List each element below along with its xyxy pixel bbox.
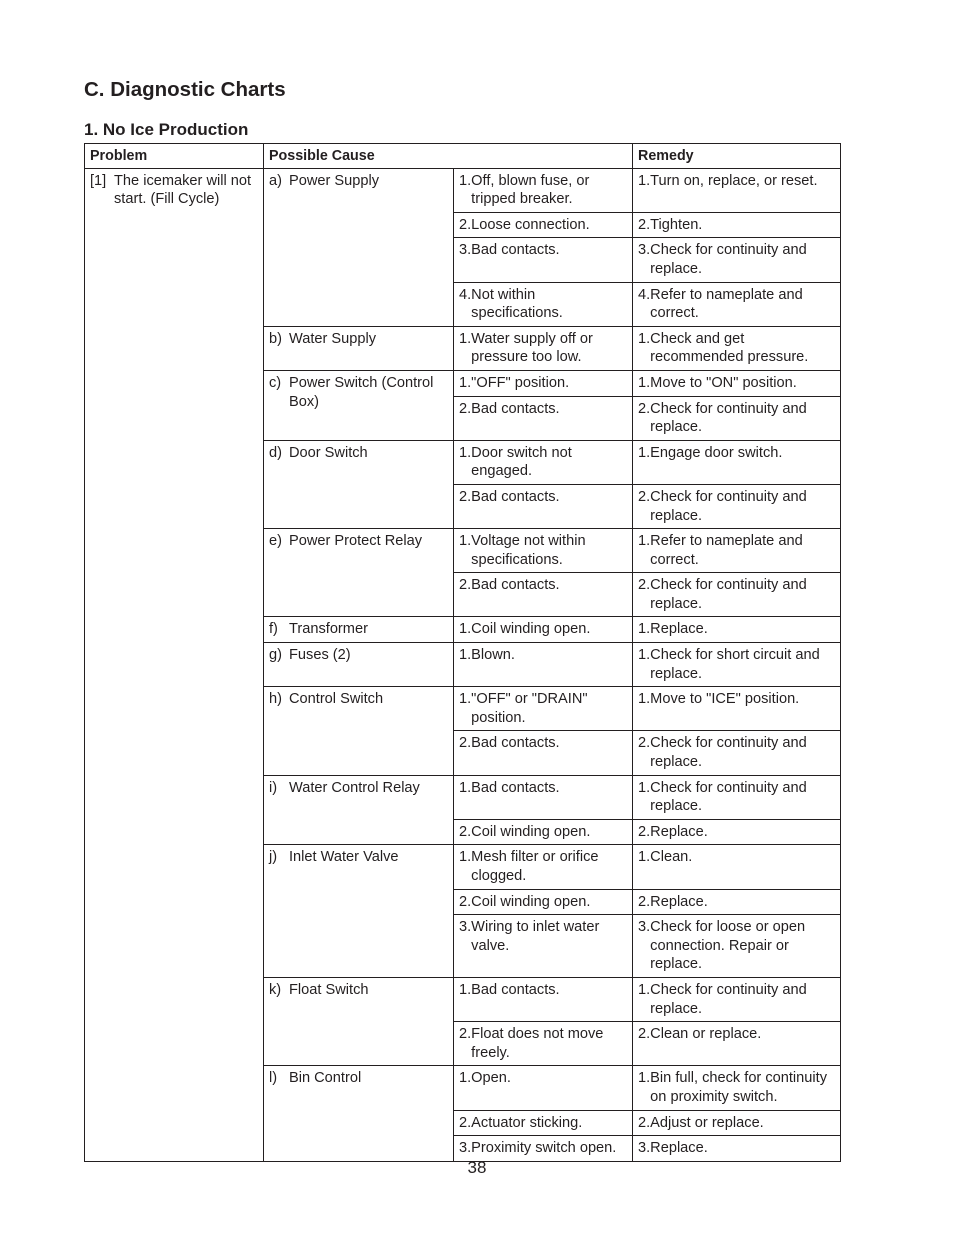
remedy-cell bbox=[633, 1110, 841, 1136]
sub-cause-text: Water supply off or pressure too low. bbox=[471, 330, 593, 366]
sub-cause-text: Voltage not within specifications. bbox=[471, 533, 586, 568]
sub-cause-text: Coil winding open. bbox=[471, 823, 591, 840]
sub-cause-number: 4. bbox=[459, 286, 472, 303]
remedy-text: Check for continuity and replace. bbox=[650, 400, 807, 436]
remedy-text: Check for loose or open connection. Repair or replace. bbox=[650, 919, 806, 973]
sub-cause-cell bbox=[454, 529, 633, 573]
sub-cause-number: 1. bbox=[459, 981, 472, 998]
sub-cause-cell bbox=[454, 484, 633, 528]
remedy-number: 1. bbox=[638, 1070, 651, 1087]
cause-cell bbox=[264, 643, 454, 687]
section-title: 1. No Ice Production bbox=[84, 120, 249, 139]
table-header-row bbox=[85, 144, 841, 169]
remedy-cell bbox=[633, 617, 841, 643]
remedy-cell bbox=[633, 1066, 841, 1110]
remedy-cell bbox=[633, 370, 841, 396]
cause-letter: l) bbox=[269, 1070, 278, 1087]
sub-cause-cell bbox=[454, 845, 633, 889]
sub-cause-number: 3. bbox=[459, 1140, 472, 1157]
remedy-text: Engage door switch. bbox=[650, 444, 783, 461]
sub-cause-cell bbox=[454, 396, 633, 440]
sub-cause-cell bbox=[454, 168, 633, 212]
remedy-number: 1. bbox=[638, 172, 651, 189]
sub-cause-number: 2. bbox=[459, 1114, 472, 1131]
cause-letter: g) bbox=[269, 647, 282, 664]
remedy-text: Clean. bbox=[650, 849, 693, 866]
cause bbox=[269, 646, 451, 665]
cause-letter: j) bbox=[269, 849, 278, 866]
sub-cause-number: 1. bbox=[459, 172, 472, 189]
sub-cause-number: 2. bbox=[459, 893, 472, 910]
sub-cause-number: 1. bbox=[459, 1070, 472, 1087]
sub-cause-cell bbox=[454, 687, 633, 731]
sub-cause-cell bbox=[454, 326, 633, 370]
sub-cause-text: "OFF" or "DRAIN" position. bbox=[471, 691, 588, 726]
remedy-number: 2. bbox=[638, 577, 651, 594]
remedy-text: Check and get recommended pressure. bbox=[650, 330, 809, 366]
cause-cell bbox=[264, 977, 454, 1065]
cause-name: Water Control Relay bbox=[289, 779, 420, 796]
table-body bbox=[85, 168, 841, 1161]
sub-cause-number: 3. bbox=[459, 919, 472, 936]
cause-name: Control Switch bbox=[289, 691, 384, 708]
sub-cause-text: Actuator sticking. bbox=[471, 1114, 583, 1131]
remedy-cell bbox=[633, 484, 841, 528]
problem bbox=[90, 172, 261, 209]
header-problem: Problem bbox=[85, 144, 264, 169]
cause-cell bbox=[264, 775, 454, 845]
sub-cause-cell bbox=[454, 370, 633, 396]
remedy-text: Tighten. bbox=[650, 216, 703, 233]
remedy-text: Clean or replace. bbox=[650, 1026, 762, 1043]
remedy-text: Turn on, replace, or reset. bbox=[650, 172, 818, 189]
remedy-cell bbox=[633, 168, 841, 212]
remedy-number: 2. bbox=[638, 1026, 651, 1043]
sub-cause-cell bbox=[454, 915, 633, 978]
remedy-cell bbox=[633, 687, 841, 731]
sub-cause-cell bbox=[454, 238, 633, 282]
sub-cause-text: Open. bbox=[471, 1070, 511, 1087]
cause-name: Bin Control bbox=[289, 1070, 362, 1087]
sub-cause-number: 1. bbox=[459, 691, 472, 708]
header-possible-cause: Possible Cause bbox=[264, 144, 633, 169]
cause-name: Transformer bbox=[289, 621, 368, 638]
remedy-cell bbox=[633, 326, 841, 370]
remedy-text: Refer to nameplate and correct. bbox=[650, 286, 803, 322]
remedy-number: 1. bbox=[638, 779, 651, 796]
cause-letter: a) bbox=[269, 172, 282, 189]
cause-cell bbox=[264, 440, 454, 528]
sub-cause-text: Bad contacts. bbox=[471, 400, 560, 417]
sub-cause-number: 1. bbox=[459, 330, 472, 347]
remedy-text: Replace. bbox=[650, 823, 708, 840]
remedy-number: 1. bbox=[638, 374, 651, 391]
remedy-text: Bin full, check for continuity on proximity switch. bbox=[650, 1070, 827, 1105]
sub-cause-cell bbox=[454, 617, 633, 643]
remedy-number: 2. bbox=[638, 400, 651, 417]
sub-cause-text: Wiring to inlet water valve. bbox=[471, 919, 600, 954]
cause-letter: e) bbox=[269, 533, 282, 550]
remedy-number: 4. bbox=[638, 286, 651, 303]
cause bbox=[269, 532, 451, 551]
cause bbox=[269, 172, 451, 191]
sub-cause-cell bbox=[454, 643, 633, 687]
remedy-cell bbox=[633, 775, 841, 819]
cause bbox=[269, 620, 451, 639]
cause-name: Water Supply bbox=[289, 330, 377, 347]
sub-cause-text: Door switch not engaged. bbox=[471, 444, 572, 480]
remedy-number: 1. bbox=[638, 533, 651, 550]
sub-cause-text: Bad contacts. bbox=[471, 488, 560, 505]
remedy-cell bbox=[633, 845, 841, 889]
cause-cell bbox=[264, 529, 454, 617]
remedy-cell bbox=[633, 212, 841, 238]
remedy-text: Check for continuity and replace. bbox=[650, 735, 807, 771]
cause-letter: b) bbox=[269, 330, 282, 347]
sub-cause-text: Bad contacts. bbox=[471, 735, 560, 752]
sub-cause-cell bbox=[454, 1022, 633, 1066]
cause-letter: c) bbox=[269, 374, 282, 391]
remedy-cell bbox=[633, 440, 841, 484]
cause-letter: k) bbox=[269, 981, 282, 998]
sub-cause-text: Coil winding open. bbox=[471, 621, 591, 638]
sub-cause-text: Off, blown fuse, or tripped breaker. bbox=[471, 172, 590, 208]
remedy-text: Move to "ICE" position. bbox=[650, 691, 800, 708]
remedy-cell bbox=[633, 889, 841, 915]
cause-cell bbox=[264, 845, 454, 978]
cause-letter: d) bbox=[269, 444, 282, 461]
remedy-cell bbox=[633, 529, 841, 573]
remedy-cell bbox=[633, 1022, 841, 1066]
problem-text: The icemaker will not start. (Fill Cycle) bbox=[114, 172, 252, 208]
cause-cell bbox=[264, 168, 454, 326]
cause-name: Fuses (2) bbox=[289, 647, 351, 664]
sub-cause-cell bbox=[454, 1110, 633, 1136]
remedy-cell bbox=[633, 396, 841, 440]
remedy-number: 2. bbox=[638, 488, 651, 505]
cause bbox=[269, 1069, 451, 1088]
cause bbox=[269, 374, 451, 411]
cause-name: Float Switch bbox=[289, 981, 369, 998]
remedy-cell bbox=[633, 643, 841, 687]
sub-cause-number: 1. bbox=[459, 621, 472, 638]
remedy-number: 1. bbox=[638, 444, 651, 461]
sub-cause-number: 2. bbox=[459, 400, 472, 417]
remedy-number: 3. bbox=[638, 242, 651, 259]
cause-cell bbox=[264, 370, 454, 440]
remedy-number: 1. bbox=[638, 330, 651, 347]
cause-cell bbox=[264, 1066, 454, 1161]
cause-cell bbox=[264, 326, 454, 370]
remedy-number: 1. bbox=[638, 621, 651, 638]
remedy-number: 3. bbox=[638, 919, 651, 936]
cause-name: Door Switch bbox=[289, 444, 368, 461]
remedy-number: 3. bbox=[638, 1140, 651, 1157]
remedy-number: 2. bbox=[638, 823, 651, 840]
remedy-text: Check for short circuit and replace. bbox=[650, 647, 820, 682]
cause-letter: f) bbox=[269, 621, 278, 638]
remedy-text: Check for continuity and replace. bbox=[650, 242, 807, 277]
sub-cause-text: "OFF" position. bbox=[471, 374, 570, 391]
remedy-cell bbox=[633, 573, 841, 617]
problem-cell bbox=[85, 168, 264, 1161]
remedy-number: 1. bbox=[638, 981, 651, 998]
page-title: C. Diagnostic Charts bbox=[84, 78, 286, 101]
cause-letter: i) bbox=[269, 779, 278, 796]
cause bbox=[269, 779, 451, 798]
sub-cause-text: Bad contacts. bbox=[471, 981, 560, 998]
remedy-number: 1. bbox=[638, 849, 651, 866]
sub-cause-cell bbox=[454, 282, 633, 326]
remedy-text: Refer to nameplate and correct. bbox=[650, 533, 803, 568]
sub-cause-number: 1. bbox=[459, 849, 472, 866]
remedy-text: Check for continuity and replace. bbox=[650, 779, 807, 815]
header-remedy: Remedy bbox=[633, 144, 841, 169]
sub-cause-cell bbox=[454, 889, 633, 915]
sub-cause-number: 2. bbox=[459, 823, 472, 840]
remedy-text: Check for continuity and replace. bbox=[650, 577, 807, 612]
sub-cause-cell bbox=[454, 212, 633, 238]
remedy-cell bbox=[633, 731, 841, 775]
sub-cause-text: Bad contacts. bbox=[471, 779, 560, 796]
remedy-number: 2. bbox=[638, 216, 651, 233]
sub-cause-text: Blown. bbox=[471, 647, 515, 664]
remedy-number: 2. bbox=[638, 1114, 651, 1131]
remedy-cell bbox=[633, 282, 841, 326]
cause bbox=[269, 981, 451, 1000]
table-row bbox=[85, 168, 841, 212]
remedy-text: Check for continuity and replace. bbox=[650, 488, 807, 524]
cause-name: Inlet Water Valve bbox=[289, 849, 399, 866]
remedy-text: Replace. bbox=[650, 893, 708, 910]
cause-name: Power Switch (Control Box) bbox=[289, 374, 434, 410]
remedy-cell bbox=[633, 819, 841, 845]
remedy-number: 1. bbox=[638, 647, 651, 664]
sub-cause-text: Mesh filter or orifice clogged. bbox=[471, 849, 599, 884]
sub-cause-cell bbox=[454, 731, 633, 775]
sub-cause-text: Bad contacts. bbox=[471, 242, 560, 259]
sub-cause-number: 1. bbox=[459, 533, 472, 550]
cause-letter: h) bbox=[269, 691, 282, 708]
problem-number: [1] bbox=[90, 172, 107, 189]
sub-cause-cell bbox=[454, 819, 633, 845]
sub-cause-cell bbox=[454, 440, 633, 484]
remedy-number: 2. bbox=[638, 735, 651, 752]
cause bbox=[269, 848, 451, 867]
sub-cause-cell bbox=[454, 977, 633, 1021]
sub-cause-number: 2. bbox=[459, 216, 472, 233]
remedy-text: Adjust or replace. bbox=[650, 1114, 764, 1131]
sub-cause-number: 2. bbox=[459, 735, 472, 752]
remedy-text: Check for continuity and replace. bbox=[650, 981, 807, 1017]
sub-cause-number: 1. bbox=[459, 444, 472, 461]
remedy-number: 1. bbox=[638, 691, 651, 708]
remedy-number: 2. bbox=[638, 893, 651, 910]
sub-cause-cell bbox=[454, 573, 633, 617]
sub-cause-number: 1. bbox=[459, 647, 472, 664]
sub-cause-text: Coil winding open. bbox=[471, 893, 591, 910]
remedy-cell bbox=[633, 977, 841, 1021]
sub-cause-text: Not within specifications. bbox=[471, 286, 563, 322]
sub-cause-number: 1. bbox=[459, 374, 472, 391]
cause-name: Power Supply bbox=[289, 172, 380, 189]
cause bbox=[269, 444, 451, 463]
remedy-text: Replace. bbox=[650, 1140, 708, 1157]
sub-cause-text: Proximity switch open. bbox=[471, 1140, 617, 1157]
sub-cause-number: 2. bbox=[459, 1026, 472, 1043]
cause-cell bbox=[264, 617, 454, 643]
sub-cause-text: Float does not move freely. bbox=[471, 1026, 604, 1061]
diagnostic-table bbox=[84, 143, 841, 1162]
cause-name: Power Protect Relay bbox=[289, 533, 423, 550]
cause bbox=[269, 690, 451, 709]
remedy-cell bbox=[633, 238, 841, 282]
remedy-text: Move to "ON" position. bbox=[650, 374, 797, 391]
sub-cause-text: Bad contacts. bbox=[471, 577, 560, 594]
sub-cause-text: Loose connection. bbox=[471, 216, 590, 233]
sub-cause-cell bbox=[454, 1066, 633, 1110]
cause-cell bbox=[264, 687, 454, 775]
remedy-text: Replace. bbox=[650, 621, 708, 638]
page-number: 38 bbox=[467, 1158, 487, 1177]
remedy-cell bbox=[633, 915, 841, 978]
sub-cause-cell bbox=[454, 775, 633, 819]
sub-cause-number: 2. bbox=[459, 488, 472, 505]
sub-cause-number: 2. bbox=[459, 577, 472, 594]
sub-cause-number: 1. bbox=[459, 779, 472, 796]
cause bbox=[269, 330, 451, 349]
sub-cause-number: 3. bbox=[459, 242, 472, 259]
